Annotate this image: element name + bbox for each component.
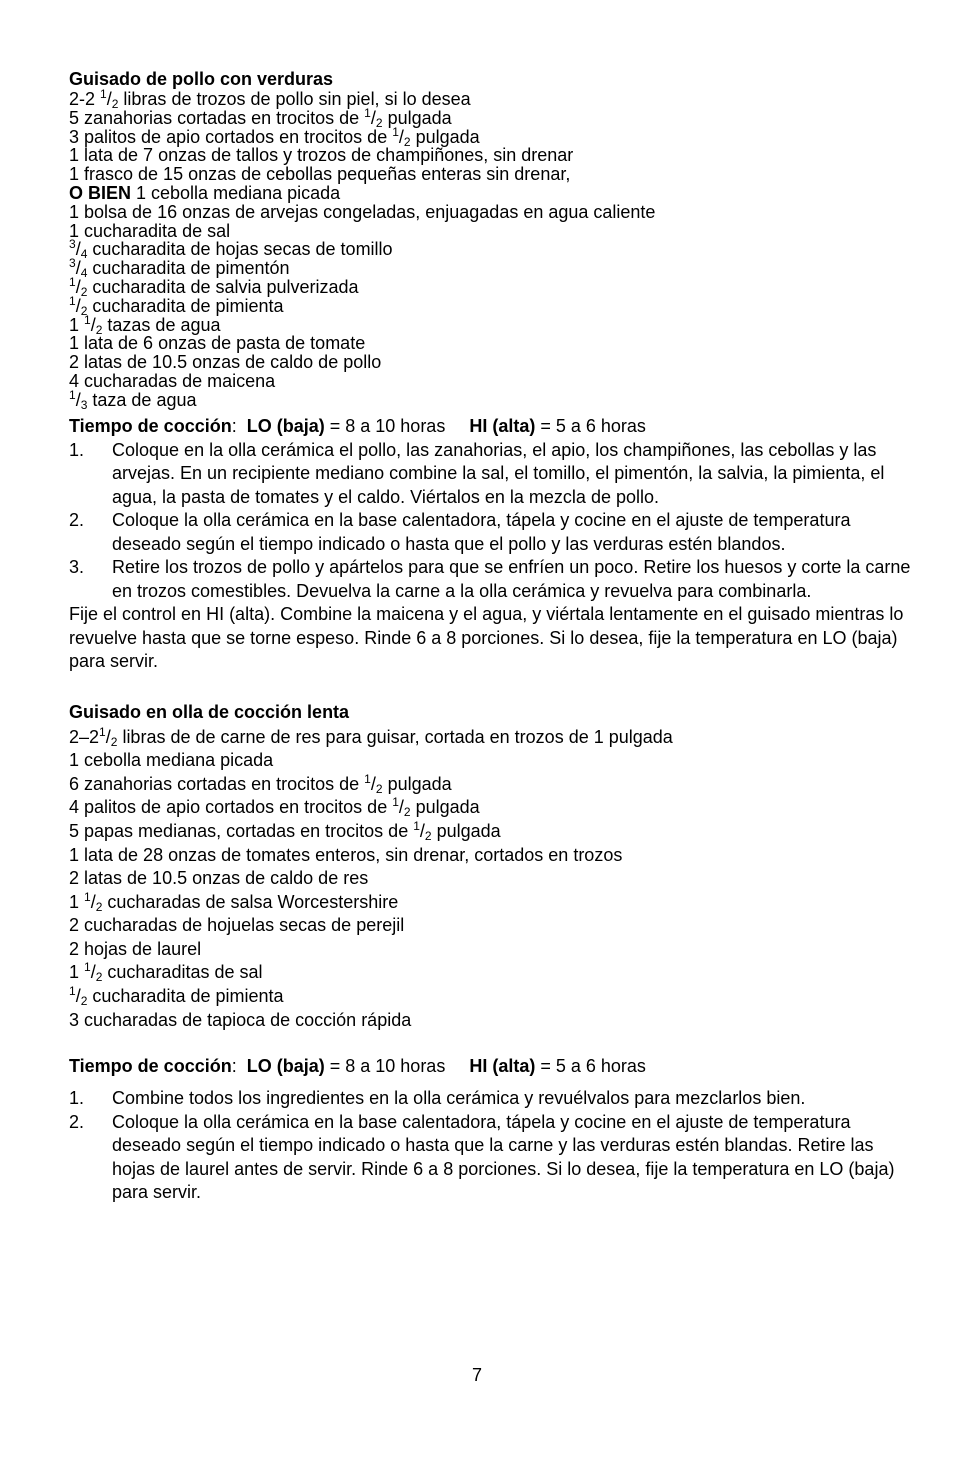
instruction-step: [69, 439, 917, 510]
recipe-title: Guisado de pollo con verduras: [69, 69, 334, 89]
page-number: 7: [471, 1365, 482, 1385]
step-text: Coloque la olla cerámica en la base calentadora, tápela y cocine en el ajuste de temperatura deseado según el tiempo indicado o hasta que la carne y las verduras estén blandas. Retire las hojas de laurel antes de servir. Rinde 6 a 8 porciones. Si lo desea, fije la temperatura en LO (baja) para servir.: [112, 1111, 895, 1203]
lo-value: = 8 a 10 horas: [324, 1056, 446, 1077]
ingredient-item: $^1/_2$ cucharadita de pimienta: [69, 293, 284, 318]
instruction-step: [69, 1087, 917, 1111]
ingredient-item: 3 cucharadas de tapioca de cocción rápida: [69, 1009, 412, 1030]
ingredient-item: 2 hojas de laurel: [69, 938, 202, 959]
cooking-time: Tiempo de cocción: LO (baja) = 8 a 10 horas HI (alta) = 5 a 6 horas: [69, 415, 646, 436]
step-number: 1.: [69, 1088, 85, 1109]
hi-value: = 5 a 6 horas: [535, 415, 646, 436]
step-number: 1.: [69, 439, 85, 460]
ingredient-list: [69, 726, 917, 1033]
instruction-step: [69, 556, 917, 603]
ingredient-item: 6 zanahorias cortadas en trocitos de $^1/_2$ pulgada: [69, 771, 452, 796]
recipe-title: Guisado en olla de cocción lenta: [69, 701, 350, 722]
ingredient-item: 1 cucharadita de sal: [69, 220, 231, 241]
ingredient-item: $^1/_2$ cucharadita de salvia pulverizada: [69, 274, 359, 299]
ingredient-item: 1 $^1/_2$ cucharaditas de sal: [69, 960, 263, 985]
ingredient-item: 1 bolsa de 16 onzas de arvejas congeladas, enjuagadas en agua caliente: [69, 201, 656, 222]
ingredient-item: O BIEN 1 cebolla mediana picada: [69, 182, 341, 203]
lo-label: LO (baja): [246, 415, 325, 436]
step-text: Combine todos los ingredientes en la olla cerámica y revuélvalos para mezclarlos bien.: [112, 1088, 806, 1109]
step-number: 2.: [69, 1111, 85, 1132]
lo-label: LO (baja): [246, 1056, 325, 1077]
step-text: Retire los trozos de pollo y apártelos para que se enfríen un poco. Retire los huesos y corte la carne en trozos comestibles. Devuelva la carne a la olla cerámica y revuelva para combinarla.: [112, 557, 911, 601]
ingredient-item: 3 palitos de apio cortados en trocitos de $^1/_2$ pulgada: [69, 124, 480, 149]
recipe-page: [69, 68, 917, 1205]
ingredient-item: 1 cebolla mediana picada: [69, 750, 274, 771]
ingredient-item: 2-2 $^1/_2$ libras de trozos de pollo sin piel, si lo desea: [69, 87, 471, 111]
instruction-steps: [69, 1087, 917, 1205]
cooking-time-label: Tiempo de cocción: [69, 415, 232, 436]
cooking-time-label: Tiempo de cocción: [69, 1056, 232, 1077]
ingredient-item: $2-2^1/_2$ libras de de carne de res para guisar, cortada en trozos de 1 pulgada: [69, 724, 673, 749]
ingredient-item: 1 lata de 6 onzas de pasta de tomate: [69, 333, 366, 354]
ingredient-item: 4 cucharadas de maicena: [69, 370, 276, 391]
ingredient-list: [69, 87, 917, 412]
ingredient-item: 2 latas de 10.5 onzas de caldo de pollo: [69, 352, 382, 373]
hi-value: = 5 a 6 horas: [535, 1056, 646, 1077]
instruction-steps: [69, 439, 917, 604]
ingredient-item: 4 palitos de apio cortados en trocitos de $^1/_2$ pulgada: [69, 795, 480, 820]
ingredient-item: 1 $^1/_2$ cucharadas de salsa Worcestershire: [69, 889, 399, 914]
ingredient-item: 2 cucharadas de hojuelas secas de perejil: [69, 915, 405, 936]
cooking-time: Tiempo de cocción: LO (baja) = 8 a 10 horas HI (alta) = 5 a 6 horas: [69, 1056, 646, 1077]
step-number: 2.: [69, 510, 85, 531]
step-number: 3.: [69, 557, 85, 578]
ingredient-item: 1 $^1/_2$ tazas de agua: [69, 312, 221, 337]
step-text: Coloque en la olla cerámica el pollo, las zanahorias, el apio, los champiñones, las cebollas y las arvejas. En un recipiente mediano combine la sal, el tomillo, el pimentón, la salvia, la pimienta, el agua, la pasta de tomates y el caldo. Viértalos en la mezcla de pollo.: [112, 439, 885, 507]
ingredient-item: 1 lata de 28 onzas de tomates enteros, sin drenar, cortados en trozos: [69, 844, 623, 865]
ingredient-item: 1 frasco de 15 onzas de cebollas pequeñas enteras sin drenar,: [69, 164, 571, 185]
ingredient-item: $^1/_2$ cucharadita de pimienta: [69, 984, 284, 1009]
ingredient-item: $^3/_4$ cucharadita de hojas secas de tomillo: [69, 237, 393, 262]
step-text: Coloque la olla cerámica en la base calentadora, tápela y cocine en el ajuste de temperatura deseado según el tiempo indicado o hasta que el pollo y las verduras estén blandos.: [112, 510, 851, 554]
ingredient-item: 5 papas medianas, cortadas en trocitos de $^1/_2$ pulgada: [69, 818, 501, 843]
instruction-step: [69, 509, 917, 556]
ingredient-item: 5 zanahorias cortadas en trocitos de $^1/_2$ pulgada: [69, 105, 452, 130]
lo-value: = 8 a 10 horas: [324, 415, 446, 436]
serving-note: Fije el control en HI (alta). Combine la maicena y el agua, y viértala lentamente en el guisado mientras lo revuelve hasta que se torne espeso. Rinde 6 a 8 porciones. Si lo desea, fije la temperatura en LO (baja) para servir.: [69, 604, 904, 672]
ingredient-item: 2 latas de 10.5 onzas de caldo de res: [69, 868, 369, 889]
instruction-step: [69, 1111, 917, 1205]
ingredient-item: $^1/_3$ taza de agua: [69, 387, 197, 412]
hi-label: HI (alta): [469, 1056, 536, 1077]
ingredient-item: 1 lata de 7 onzas de tallos y trozos de champiñones, sin drenar: [69, 145, 574, 166]
hi-label: HI (alta): [469, 415, 536, 436]
ingredient-item: $^3/_4$ cucharadita de pimentón: [69, 256, 290, 281]
